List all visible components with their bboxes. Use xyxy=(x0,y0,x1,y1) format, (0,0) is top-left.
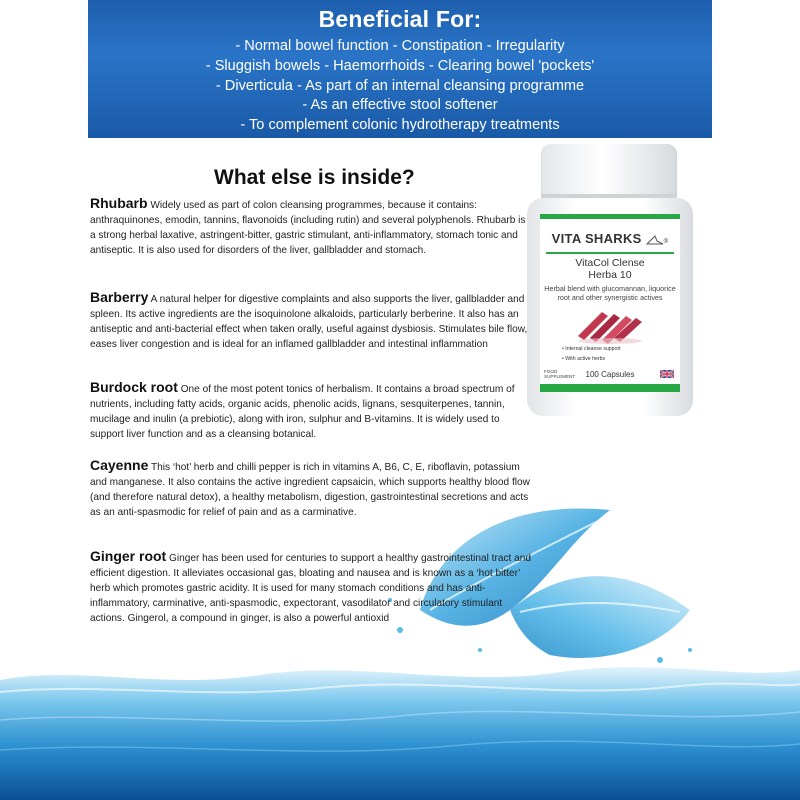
label-benefit: • With active herbs xyxy=(562,356,606,363)
section-heading: What else is inside? xyxy=(214,166,415,189)
capsule-count: 100 Capsules xyxy=(585,370,635,379)
product-subtitle: Herbal blend with glucomannan, liquorice root and other synergistic actives xyxy=(544,284,676,302)
ingredient-ginger-root xyxy=(90,549,532,626)
label-benefit: • Internal cleanse support xyxy=(562,346,621,353)
benefit-item: - To complement colonic hydrotherapy treatments xyxy=(240,117,560,134)
ingredient-name: Barberry xyxy=(90,289,149,305)
benefit-item: - Normal bowel function - Constipation - Irregularity xyxy=(235,38,565,54)
banner-title: Beneficial For: xyxy=(318,6,482,32)
food-tag-line: FOOD xyxy=(544,369,558,374)
benefit-item: - Diverticula - As part of an internal cleansing programme xyxy=(215,77,585,94)
uk-flag-icon xyxy=(660,370,674,378)
ingredient-name: Burdock root xyxy=(90,379,178,395)
product-label xyxy=(540,214,680,392)
rhubarb-stalks-icon xyxy=(572,306,648,344)
product-name-line1: VitaCol Clense xyxy=(575,257,645,269)
ingredient-description: One of the most potent tonics of herbalism. It contains a broad spectrum of nutrients, including fatty acids, organic acids, phenolic acids, lignans, sesquiterpenes, tannin, mucilage and inulin (a prebiotic), along with iron, sulphur and B-vitamins. It is widely used to support liver function and as a cleansing botanical. xyxy=(90,384,515,440)
product-name-line2: Herba 10 xyxy=(588,269,632,281)
brand-logo xyxy=(540,231,680,246)
benefits-list xyxy=(88,37,712,136)
label-footer xyxy=(540,368,680,382)
benefit-item: - Sluggish bowels - Haemorrhoids - Clearing bowel 'pockets' xyxy=(205,57,595,74)
ingredient-burdock-root xyxy=(90,380,532,442)
ingredient-description: This ‘hot’ herb and chilli pepper is rich in vitamins A, B6, C, E, riboflavin, potassium and manganese. It also contains the active ingredient capsaicin, which supports healthy blood flow (and therefore natural detox), a healthy metabolism, digestion, gastrointestinal secretions and acts as an anti-spasmodic for relief of pain and as a carminative. xyxy=(90,462,530,518)
ingredient-description: Ginger has been used for centuries to support a healthy gastrointestinal tract and efficient digestion. It alleviates occasional gas, bloating and nausea and is known as a ‘hot bitter’ herb which promotes gastric acidity. It is used for many stomach conditions and has anti-inflammatory, carminative, anti-spasmodic, expectorant, vasodilator and circulatory stimulant actions. Gingerol, a compound in ginger, is also a powerful antioxid xyxy=(90,553,531,624)
product-bottle-image xyxy=(527,144,693,416)
ingredient-description: Widely used as part of colon cleansing programmes, because it contains: anthraquinones, emodin, tannins, flavonoids (including rutin) and several polyphenols. Rhubarb is a strong herbal laxative, astringent-bitter, gastric stimulant, anti-inflammatory, stomach tonic and antiseptic. It is also used for disorders of the liver, gallbladder and stomach. xyxy=(90,200,526,256)
food-tag-line: SUPPLEMENT xyxy=(544,374,576,380)
water-surface-image xyxy=(0,640,800,800)
label-divider xyxy=(546,252,674,254)
benefit-item: - As an effective stool softener xyxy=(302,97,498,114)
ingredient-description: A natural helper for digestive complaints and also supports the liver, gallbladder and spleen. Its active ingredients are the isoquinolone alkaloids, particularly berberine. It also has an antiseptic and anti-bacterial effect when taken orally, useful against dysbiosis. Stimulates bile flow, eases liver congestion and is ideal for an inflamed gallbladder and intestinal inflammation xyxy=(90,294,528,350)
brand-name: VITA SHARKS xyxy=(551,231,642,246)
ingredient-rhubarb xyxy=(90,196,532,258)
benefits-banner xyxy=(88,0,712,138)
ingredient-barberry xyxy=(90,290,532,352)
bottle-cap xyxy=(541,144,677,198)
ingredient-name: Rhubarb xyxy=(90,195,148,211)
ingredient-name: Cayenne xyxy=(90,457,149,473)
ingredient-name: Ginger root xyxy=(90,548,167,564)
registered-mark: ® xyxy=(663,239,669,245)
shark-fin-icon xyxy=(646,235,664,245)
